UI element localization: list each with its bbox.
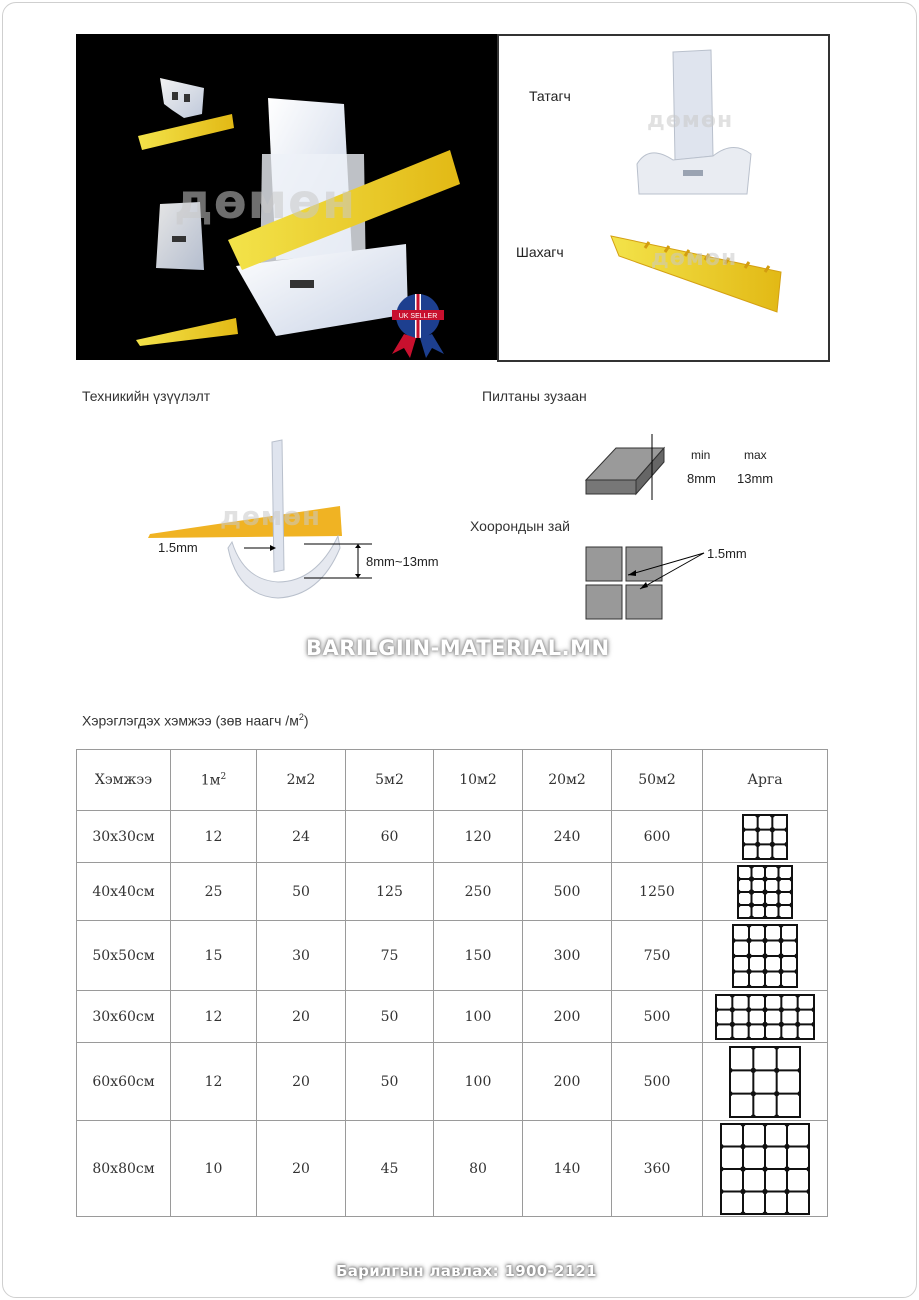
size-cell: 50x50см bbox=[77, 921, 171, 991]
value-cell: 50 bbox=[346, 1043, 434, 1121]
header-cell: 10м2 bbox=[434, 750, 523, 811]
value-cell: 500 bbox=[612, 1043, 703, 1121]
value-cell: 50 bbox=[257, 863, 346, 921]
value-cell: 75 bbox=[346, 921, 434, 991]
value-cell: 150 bbox=[434, 921, 523, 991]
value-cell: 50 bbox=[346, 991, 434, 1043]
size-cell: 40x40см bbox=[77, 863, 171, 921]
pattern-cell bbox=[703, 1043, 828, 1121]
product-photo bbox=[76, 34, 497, 360]
usage-title: Хэрэглэгдэх хэмжээ (зөв наагч $/м^2$) bbox=[82, 712, 309, 729]
spacing-value: 1.5mm bbox=[707, 546, 747, 561]
value-cell: 120 bbox=[434, 811, 523, 863]
size-cell: 80x80см bbox=[77, 1121, 171, 1217]
table-row bbox=[77, 921, 828, 991]
value-cell: 500 bbox=[612, 991, 703, 1043]
watermark: дөмөн bbox=[651, 246, 738, 271]
part-box-puller bbox=[497, 34, 830, 214]
header-cell: 2м2 bbox=[257, 750, 346, 811]
part-box-wedge bbox=[497, 210, 830, 362]
value-cell: 20 bbox=[257, 991, 346, 1043]
max-label: max bbox=[744, 448, 767, 462]
value-cell: 12 bbox=[171, 991, 257, 1043]
value-cell: 12 bbox=[171, 1043, 257, 1121]
size-cell: 30x30см bbox=[77, 811, 171, 863]
value-cell: 250 bbox=[434, 863, 523, 921]
value-cell: 30 bbox=[257, 921, 346, 991]
value-cell: 80 bbox=[434, 1121, 523, 1217]
value-cell: 750 bbox=[612, 921, 703, 991]
pattern-cell bbox=[703, 1121, 828, 1217]
value-cell: 200 bbox=[523, 991, 612, 1043]
part-label: Татагч bbox=[529, 88, 571, 104]
badge-text: UK SELLER bbox=[398, 313, 438, 320]
value-cell: 360 bbox=[612, 1121, 703, 1217]
footer-contact: Барилгын лавлах: 1900-2121 bbox=[336, 1262, 597, 1280]
watermark: дөмөн bbox=[647, 108, 734, 133]
table-header-row bbox=[77, 750, 828, 811]
layout-pattern-icon bbox=[729, 1046, 801, 1118]
layout-pattern-icon bbox=[715, 994, 815, 1040]
pattern-cell bbox=[703, 863, 828, 921]
table-row bbox=[77, 1121, 828, 1217]
value-cell: 1250 bbox=[612, 863, 703, 921]
wedge-illustration bbox=[605, 228, 789, 328]
site-watermark: BARILGIIN-MATERIAL.MN bbox=[306, 636, 610, 660]
min-label: min bbox=[691, 448, 711, 462]
value-cell: 60 bbox=[346, 811, 434, 863]
value-cell: 20 bbox=[257, 1121, 346, 1217]
table-row bbox=[77, 863, 828, 921]
header-cell: Хэмжээ bbox=[77, 750, 171, 811]
max-value: 13mm bbox=[737, 471, 774, 486]
header-cell: 5м2 bbox=[346, 750, 434, 811]
watermark: дөмөн bbox=[220, 502, 321, 532]
spacing-diagram bbox=[584, 545, 714, 625]
spacing-title: Хоорондын зай bbox=[470, 518, 570, 534]
pattern-cell bbox=[703, 921, 828, 991]
value-cell: 45 bbox=[346, 1121, 434, 1217]
value-cell: 10 bbox=[171, 1121, 257, 1217]
value-cell: 240 bbox=[523, 811, 612, 863]
height-label: 8mm~13mm bbox=[366, 554, 439, 569]
table-row bbox=[77, 1043, 828, 1121]
size-cell: 60x60см bbox=[77, 1043, 171, 1121]
value-cell: 25 bbox=[171, 863, 257, 921]
layout-pattern-icon bbox=[732, 924, 798, 988]
pattern-cell bbox=[703, 991, 828, 1043]
value-cell: 12 bbox=[171, 811, 257, 863]
value-cell: 20 bbox=[257, 1043, 346, 1121]
value-cell: 500 bbox=[523, 863, 612, 921]
value-cell: 100 bbox=[434, 1043, 523, 1121]
value-cell: 125 bbox=[346, 863, 434, 921]
header-cell: $1м^2$ bbox=[171, 750, 257, 811]
gap-label: 1.5mm bbox=[158, 540, 198, 555]
thickness-title: Пилтаны зузаан bbox=[482, 388, 587, 404]
value-cell: 140 bbox=[523, 1121, 612, 1217]
technical-title: Техникийн үзүүлэлт bbox=[82, 388, 211, 404]
header-cell: 20м2 bbox=[523, 750, 612, 811]
layout-pattern-icon bbox=[737, 865, 793, 919]
table-row bbox=[77, 991, 828, 1043]
header-cell: Арга bbox=[703, 750, 828, 811]
value-cell: 100 bbox=[434, 991, 523, 1043]
size-cell: 30x60см bbox=[77, 991, 171, 1043]
layout-pattern-icon bbox=[742, 814, 788, 860]
value-cell: 15 bbox=[171, 921, 257, 991]
value-cell: 200 bbox=[523, 1043, 612, 1121]
value-cell: 24 bbox=[257, 811, 346, 863]
value-cell: 300 bbox=[523, 921, 612, 991]
part-label: Шахагч bbox=[516, 244, 564, 260]
table-row bbox=[77, 811, 828, 863]
layout-pattern-icon bbox=[720, 1123, 810, 1215]
watermark: дөмөн bbox=[174, 174, 357, 230]
value-cell: 600 bbox=[612, 811, 703, 863]
header-cell: 50м2 bbox=[612, 750, 703, 811]
min-value: 8mm bbox=[687, 471, 716, 486]
usage-table bbox=[76, 749, 828, 1217]
pattern-cell bbox=[703, 811, 828, 863]
thickness-diagram bbox=[580, 430, 670, 500]
